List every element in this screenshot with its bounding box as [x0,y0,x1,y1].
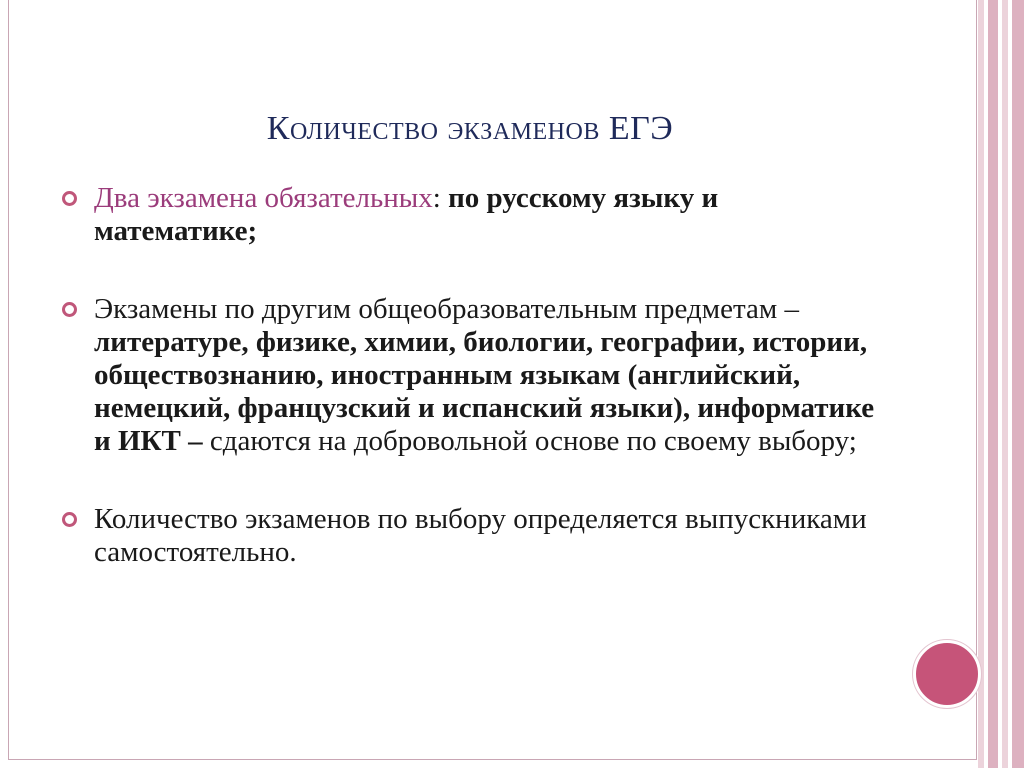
bullet-text-part: Количество экзаменов по выбору определяется выпускниками самостоятельно. [94,503,867,568]
bullet-text-part: по русскому языку и математике; [94,182,719,247]
bullet-item [62,503,882,569]
bullet-marker-icon [62,512,77,527]
decorative-circle [913,640,981,708]
bullet-item [62,182,882,248]
stripe [1002,0,1008,768]
bullet-text-part: литературе, физике, химии, биологии, географии, истории, обществознанию, иностранным языкам (английский, немецкий, французский и испанский языки), информатике и ИКТ – [94,326,875,457]
bullet-text-part: сдаются на добровольной основе по своему выбору; [209,425,857,457]
stripe [988,0,998,768]
slide-title: Количество экзаменов ЕГЭ [266,110,674,147]
bullet-text-part: : [432,182,449,214]
bullet-list [62,182,882,569]
bullet-marker-icon [62,191,77,206]
decorative-stripes [978,0,1024,768]
bullet-text-part: Экзамены по другим общеобразовательным предметам – [94,293,799,325]
stripe [1012,0,1024,768]
bullet-text-part: Два экзамена обязательных [94,182,433,214]
bullet-item [62,293,882,458]
stripe [978,0,984,768]
bullet-marker-icon [62,302,77,317]
